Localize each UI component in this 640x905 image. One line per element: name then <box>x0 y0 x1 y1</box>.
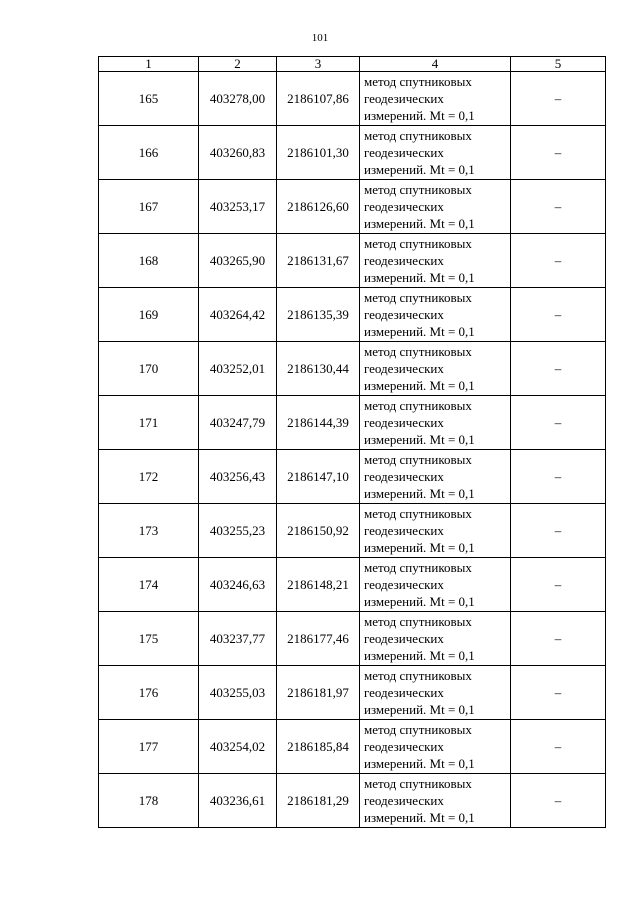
table-row <box>99 396 606 450</box>
y-coordinate-cell: 2186107,86 <box>277 72 360 126</box>
x-coordinate-cell: 403236,61 <box>199 774 277 828</box>
method-text-line: измерений. Mt = 0,1 <box>364 594 475 609</box>
y-coordinate-cell: 2186126,60 <box>277 180 360 234</box>
method-text-line: измерений. Mt = 0,1 <box>364 540 475 555</box>
point-number-cell: 176 <box>99 666 199 720</box>
method-text-line: метод спутниковых <box>364 236 472 251</box>
method-text-line: измерений. Mt = 0,1 <box>364 216 475 231</box>
note-cell: – <box>511 774 606 828</box>
table-row <box>99 288 606 342</box>
table-row <box>99 666 606 720</box>
method-text-line: геодезических <box>364 253 444 268</box>
method-cell <box>360 504 511 558</box>
x-coordinate-cell: 403278,00 <box>199 72 277 126</box>
method-cell <box>360 126 511 180</box>
y-coordinate-cell: 2186144,39 <box>277 396 360 450</box>
note-cell: – <box>511 234 606 288</box>
point-number-cell: 168 <box>99 234 199 288</box>
method-text-line: геодезических <box>364 91 444 106</box>
table-row <box>99 720 606 774</box>
y-coordinate-cell: 2186130,44 <box>277 342 360 396</box>
table-row <box>99 180 606 234</box>
column-header-1: 1 <box>99 57 199 72</box>
x-coordinate-cell: 403256,43 <box>199 450 277 504</box>
column-header-2: 2 <box>199 57 277 72</box>
method-text-line: метод спутниковых <box>364 74 472 89</box>
method-text-line: измерений. Mt = 0,1 <box>364 702 475 717</box>
x-coordinate-cell: 403247,79 <box>199 396 277 450</box>
table-row <box>99 234 606 288</box>
y-coordinate-cell: 2186177,46 <box>277 612 360 666</box>
column-header-3: 3 <box>277 57 360 72</box>
method-text-line: измерений. Mt = 0,1 <box>364 162 475 177</box>
point-number-cell: 174 <box>99 558 199 612</box>
table-row <box>99 558 606 612</box>
note-cell: – <box>511 288 606 342</box>
y-coordinate-cell: 2186135,39 <box>277 288 360 342</box>
y-coordinate-cell: 2186181,29 <box>277 774 360 828</box>
note-cell: – <box>511 612 606 666</box>
method-text-line: геодезических <box>364 145 444 160</box>
method-text-line: метод спутниковых <box>364 776 472 791</box>
method-text-line: измерений. Mt = 0,1 <box>364 810 475 825</box>
method-text-line: метод спутниковых <box>364 560 472 575</box>
note-cell: – <box>511 126 606 180</box>
table-body <box>99 72 606 828</box>
method-text-line: геодезических <box>364 199 444 214</box>
x-coordinate-cell: 403254,02 <box>199 720 277 774</box>
column-header-5: 5 <box>511 57 606 72</box>
method-text-line: геодезических <box>364 415 444 430</box>
table-row <box>99 126 606 180</box>
x-coordinate-cell: 403265,90 <box>199 234 277 288</box>
page-number: 101 <box>311 32 329 44</box>
method-cell <box>360 342 511 396</box>
x-coordinate-cell: 403253,17 <box>199 180 277 234</box>
method-text-line: геодезических <box>364 685 444 700</box>
x-coordinate-cell: 403255,23 <box>199 504 277 558</box>
y-coordinate-cell: 2186101,30 <box>277 126 360 180</box>
method-text-line: геодезических <box>364 739 444 754</box>
method-text-line: метод спутниковых <box>364 290 472 305</box>
note-cell: – <box>511 180 606 234</box>
method-cell <box>360 720 511 774</box>
method-text-line: измерений. Mt = 0,1 <box>364 378 475 393</box>
method-text-line: метод спутниковых <box>364 614 472 629</box>
note-cell: – <box>511 666 606 720</box>
coordinates-table <box>98 56 606 828</box>
method-text-line: геодезических <box>364 469 444 484</box>
method-cell <box>360 774 511 828</box>
point-number-cell: 167 <box>99 180 199 234</box>
point-number-cell: 171 <box>99 396 199 450</box>
note-cell: – <box>511 72 606 126</box>
note-cell: – <box>511 450 606 504</box>
note-cell: – <box>511 558 606 612</box>
method-text-line: метод спутниковых <box>364 506 472 521</box>
note-cell: – <box>511 720 606 774</box>
x-coordinate-cell: 403252,01 <box>199 342 277 396</box>
table-row <box>99 450 606 504</box>
point-number-cell: 165 <box>99 72 199 126</box>
method-text-line: метод спутниковых <box>364 668 472 683</box>
method-text-line: геодезических <box>364 793 444 808</box>
point-number-cell: 177 <box>99 720 199 774</box>
point-number-cell: 172 <box>99 450 199 504</box>
method-text-line: измерений. Mt = 0,1 <box>364 756 475 771</box>
method-text-line: измерений. Mt = 0,1 <box>364 432 475 447</box>
method-text-line: геодезических <box>364 307 444 322</box>
y-coordinate-cell: 2186148,21 <box>277 558 360 612</box>
method-cell <box>360 72 511 126</box>
method-text-line: измерений. Mt = 0,1 <box>364 486 475 501</box>
x-coordinate-cell: 403264,42 <box>199 288 277 342</box>
point-number-cell: 166 <box>99 126 199 180</box>
column-header-4: 4 <box>360 57 511 72</box>
table-row <box>99 504 606 558</box>
y-coordinate-cell: 2186181,97 <box>277 666 360 720</box>
y-coordinate-cell: 2186147,10 <box>277 450 360 504</box>
method-cell <box>360 288 511 342</box>
method-cell <box>360 558 511 612</box>
point-number-cell: 173 <box>99 504 199 558</box>
method-text-line: измерений. Mt = 0,1 <box>364 108 475 123</box>
method-text-line: метод спутниковых <box>364 128 472 143</box>
table-row <box>99 342 606 396</box>
method-text-line: измерений. Mt = 0,1 <box>364 648 475 663</box>
x-coordinate-cell: 403246,63 <box>199 558 277 612</box>
method-cell <box>360 450 511 504</box>
method-text-line: геодезических <box>364 523 444 538</box>
method-text-line: измерений. Mt = 0,1 <box>364 324 475 339</box>
point-number-cell: 175 <box>99 612 199 666</box>
method-cell <box>360 666 511 720</box>
table-row <box>99 774 606 828</box>
y-coordinate-cell: 2186131,67 <box>277 234 360 288</box>
method-cell <box>360 396 511 450</box>
x-coordinate-cell: 403260,83 <box>199 126 277 180</box>
x-coordinate-cell: 403255,03 <box>199 666 277 720</box>
method-text-line: метод спутниковых <box>364 398 472 413</box>
y-coordinate-cell: 2186185,84 <box>277 720 360 774</box>
y-coordinate-cell: 2186150,92 <box>277 504 360 558</box>
method-cell <box>360 234 511 288</box>
point-number-cell: 170 <box>99 342 199 396</box>
method-cell <box>360 180 511 234</box>
point-number-cell: 169 <box>99 288 199 342</box>
method-text-line: геодезических <box>364 361 444 376</box>
note-cell: – <box>511 504 606 558</box>
table-header-row <box>99 57 606 72</box>
point-number-cell: 178 <box>99 774 199 828</box>
method-text-line: геодезических <box>364 577 444 592</box>
x-coordinate-cell: 403237,77 <box>199 612 277 666</box>
method-text-line: измерений. Mt = 0,1 <box>364 270 475 285</box>
table-row <box>99 612 606 666</box>
note-cell: – <box>511 396 606 450</box>
method-text-line: метод спутниковых <box>364 452 472 467</box>
method-cell <box>360 612 511 666</box>
method-text-line: метод спутниковых <box>364 182 472 197</box>
note-cell: – <box>511 342 606 396</box>
method-text-line: метод спутниковых <box>364 722 472 737</box>
table-row <box>99 72 606 126</box>
method-text-line: метод спутниковых <box>364 344 472 359</box>
method-text-line: геодезических <box>364 631 444 646</box>
